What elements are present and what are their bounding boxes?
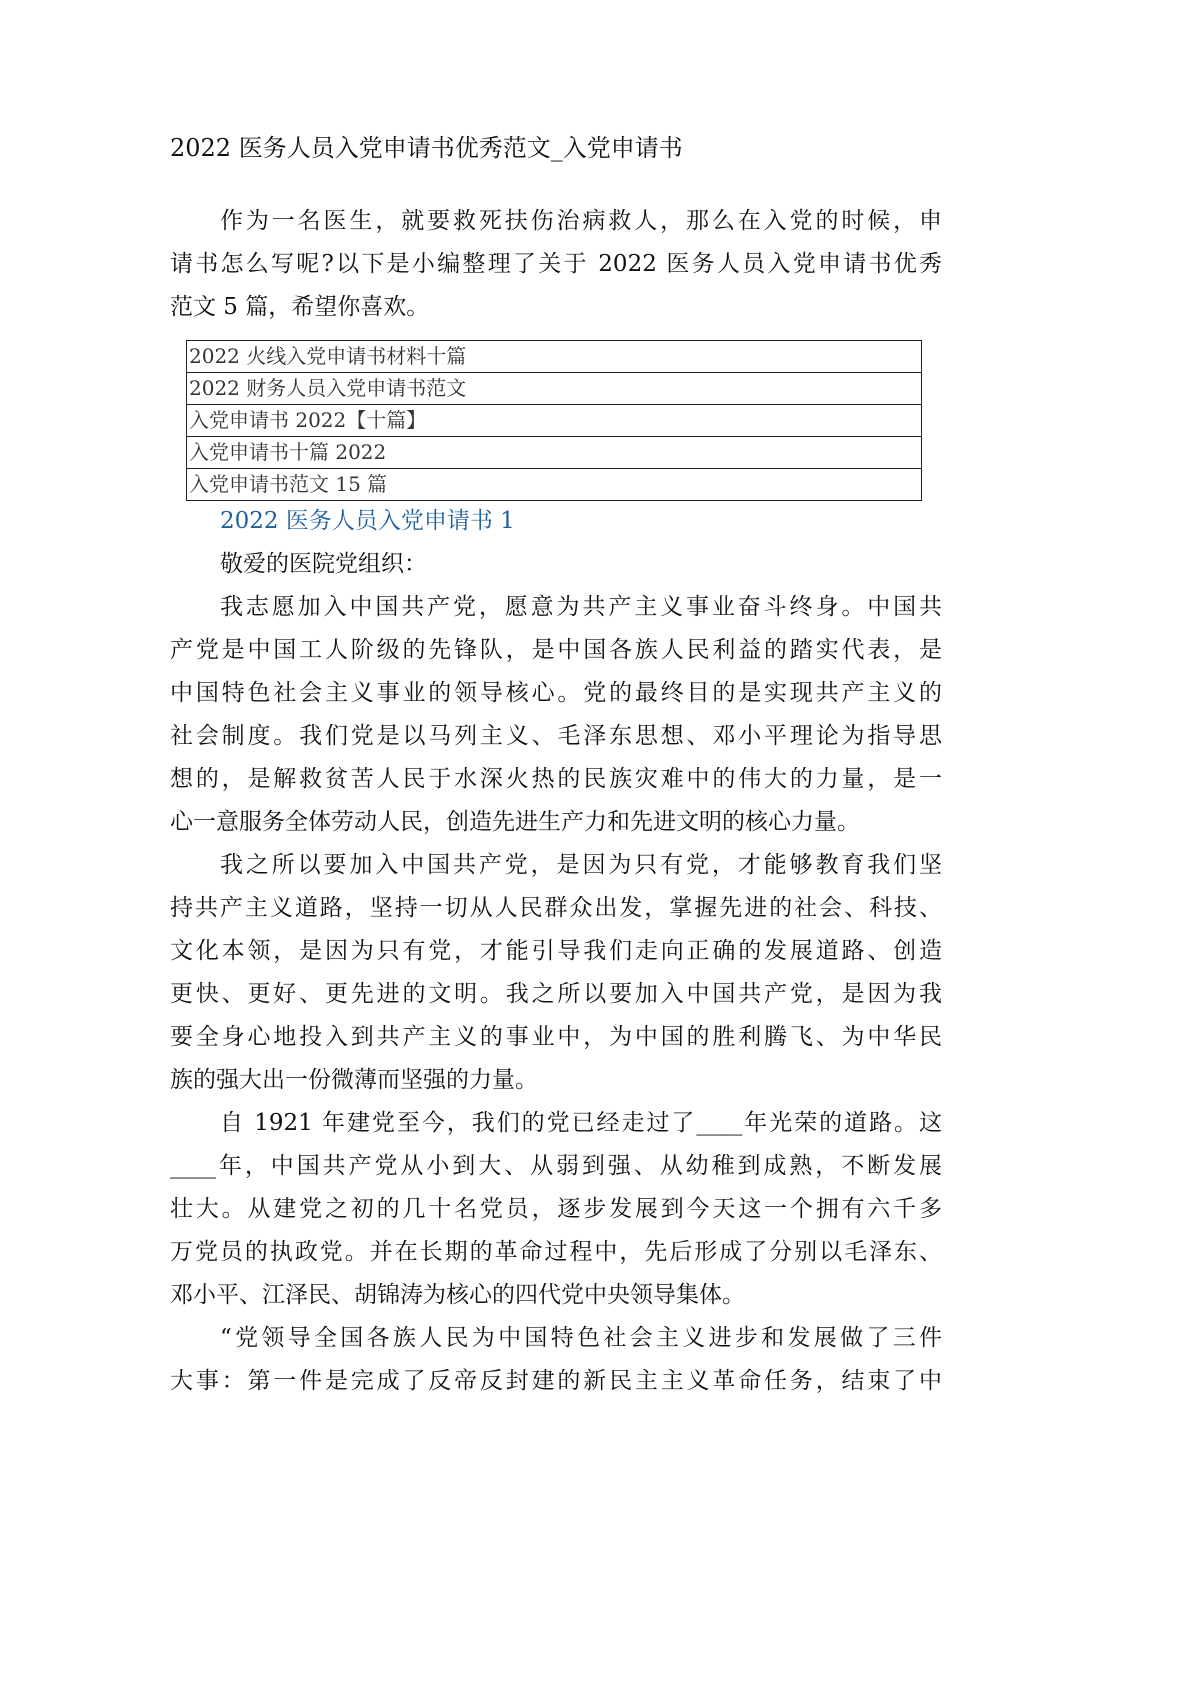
text-line: 文化本领，是因为只有党，才能引导我们走向正确的发展道路、创造 (170, 938, 942, 964)
text-line: 心一意服务全体劳动人民，创造先进生产力和先进文明的核心力量。 (170, 809, 860, 835)
section-heading: 2022 医务人员入党申请书 1 (220, 508, 515, 534)
intro-paragraph (170, 200, 942, 329)
text-line: 我志愿加入中国共产党，愿意为共产主义事业奋斗终身。中国共 (220, 594, 942, 620)
text-line: 族的强大出一份微薄而坚强的力量。 (170, 1067, 538, 1093)
text-line: 中国特色社会主义事业的领导核心。党的最终目的是实现共产主义的 (170, 680, 942, 706)
salutation: 敬爱的医院党组织： (220, 551, 427, 577)
related-link[interactable]: 入党申请书 2022【十篇】 (187, 405, 922, 437)
text-line: 产党是中国工人阶级的先锋队，是中国各族人民利益的踏实代表，是 (170, 637, 942, 663)
text-line: 邓小平、江泽民、胡锦涛为核心的四代党中央领导集体。 (170, 1282, 745, 1308)
text-line: 壮大。从建党之初的几十名党员，逐步发展到今天这一个拥有六千多 (170, 1196, 942, 1222)
text-line: “党领导全国各族人民为中国特色社会主义进步和发展做了三件 (220, 1325, 942, 1351)
text-line: ____年，中国共产党从小到大、从弱到强、从幼稚到成熟，不断发展 (170, 1153, 942, 1179)
text-line: 请书怎么写呢?以下是小编整理了关于 2022 医务人员入党申请书优秀 (170, 251, 942, 277)
letter-body (170, 543, 942, 1403)
text-line: 自 1921 年建党至今，我们的党已经走过了____年光荣的道路。这 (220, 1110, 942, 1136)
text-line: 作为一名医生，就要救死扶伤治病救人，那么在入党的时候，申 (220, 208, 942, 234)
related-link[interactable]: 2022 财务人员入党申请书范文 (187, 373, 922, 405)
text-line: 社会制度。我们党是以马列主义、毛泽东思想、邓小平理论为指导思 (170, 723, 942, 749)
text-line: 我之所以要加入中国共产党，是因为只有党，才能够教育我们坚 (220, 852, 942, 878)
text-line: 持共产主义道路，坚持一切从人民群众出发，掌握先进的社会、科技、 (170, 895, 942, 921)
related-link[interactable]: 2022 火线入党申请书材料十篇 (187, 341, 922, 373)
text-line: 要全身心地投入到共产主义的事业中，为中国的胜利腾飞、为中华民 (170, 1024, 942, 1050)
text-line: 万党员的执政党。并在长期的革命过程中，先后形成了分别以毛泽东、 (170, 1239, 942, 1265)
text-line: 更快、更好、更先进的文明。我之所以要加入中国共产党，是因为我 (170, 981, 942, 1007)
text-line: 大事：第一件是完成了反帝反封建的新民主主义革命任务，结束了中 (170, 1368, 942, 1394)
related-link[interactable]: 入党申请书范文 15 篇 (187, 469, 922, 501)
related-link[interactable]: 入党申请书十篇 2022 (187, 437, 922, 469)
text-line: 范文 5 篇，希望你喜欢。 (170, 294, 430, 320)
related-links-table (186, 340, 922, 501)
text-line: 想的，是解救贫苦人民于水深火热的民族灾难中的伟大的力量，是一 (170, 766, 942, 792)
document-title: 2022 医务人员入党申请书优秀范文_入党申请书 (170, 134, 683, 162)
